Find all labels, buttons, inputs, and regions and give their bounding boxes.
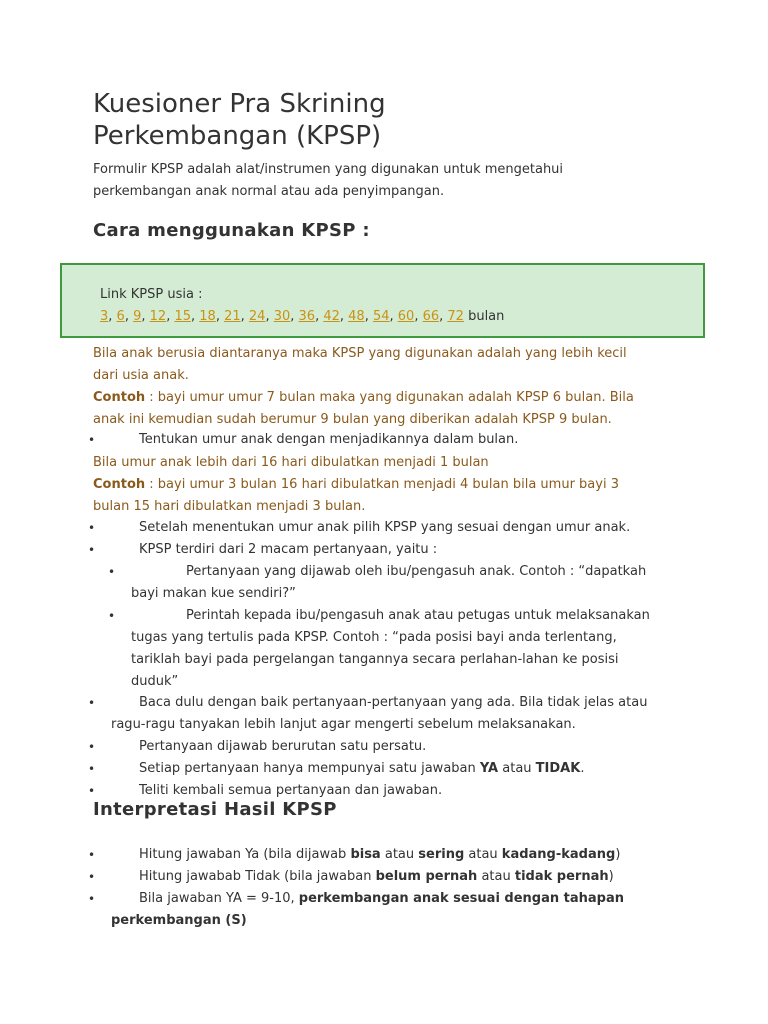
- age-link-12[interactable]: 12: [149, 309, 167, 324]
- age-link-separator: ,: [240, 309, 249, 324]
- age-link-54[interactable]: 54: [372, 309, 390, 324]
- age-link-separator: ,: [141, 309, 150, 324]
- intro-line: perkembangan anak normal atau ada penyimpangan.: [93, 184, 445, 199]
- age-link-9[interactable]: 9: [133, 309, 142, 324]
- bullet-icon: •: [88, 762, 96, 776]
- sub-bullet-2-line: tugas yang tertulis pada KPSP. Contoh : “pada posisi bayi anda terlentang,: [131, 630, 617, 645]
- age-link-21[interactable]: 21: [224, 309, 241, 324]
- bullet-6-text: [139, 758, 584, 780]
- age-link-30[interactable]: 30: [273, 309, 291, 324]
- age-link-48[interactable]: 48: [348, 309, 365, 324]
- interp-2-post: ): [608, 869, 614, 884]
- sub-bullet-1-line1: Pertanyaan yang dijawab oleh ibu/pengasuh anak. Contoh : “dapatkah: [186, 564, 647, 579]
- age-link-60[interactable]: 60: [397, 309, 415, 324]
- sub-bullet-2-line1: Perintah kepada ibu/pengasuh anak atau petugas untuk melaksanakan: [186, 608, 650, 623]
- interp-3-line2: [111, 910, 247, 932]
- answer-ya: YA: [479, 761, 499, 776]
- bullet-icon: •: [88, 784, 96, 798]
- age-link-separator: ,: [215, 309, 225, 324]
- interp-1-sering: sering: [418, 847, 465, 862]
- sub-bullet-2-rest: [131, 627, 619, 693]
- example-text: : bayi umur 3 bulan 16 hari dibulatkan menjadi 4 bulan bila umur bayi 3: [145, 477, 619, 492]
- rounding-rule: Bila umur anak lebih dari 16 hari dibulatkan menjadi 1 bulan: [93, 455, 489, 470]
- age-link-separator: ,: [108, 309, 117, 324]
- age-links: [100, 306, 504, 328]
- interp-1-pre: Hitung jawaban Ya (bila dijawab: [139, 847, 351, 862]
- age-suffix: bulan: [468, 309, 505, 324]
- section-heading-interpretation: Interpretasi Hasil KPSP: [93, 799, 337, 820]
- intro-line: Formulir KPSP adalah alat/instrumen yang digunakan untuk mengetahui: [93, 162, 564, 177]
- age-link-separator: ,: [290, 309, 299, 324]
- age-link-66[interactable]: 66: [422, 309, 440, 324]
- bullet-icon: •: [88, 740, 96, 754]
- rule-paragraph: [93, 343, 627, 387]
- answer-tidak: TIDAK: [535, 761, 581, 776]
- age-link-18[interactable]: 18: [199, 309, 216, 324]
- bullet-icon: •: [88, 848, 96, 862]
- bullet-7-text: Teliti kembali semua pertanyaan dan jawaban.: [139, 783, 443, 798]
- interp-1-m1: atau: [380, 847, 419, 862]
- bullet-icon: •: [88, 521, 96, 535]
- example-text: : bayi umur umur 7 bulan maka yang digunakan adalah KPSP 6 bulan. Bila: [145, 390, 634, 405]
- bullet-icon: •: [88, 433, 96, 447]
- interp-2-tidak: tidak pernah: [514, 869, 609, 884]
- age-link-separator: ,: [166, 309, 175, 324]
- example-2: [93, 474, 619, 518]
- interp-1-text: [139, 844, 620, 866]
- example-1: [93, 387, 634, 431]
- age-link-separator: ,: [265, 309, 274, 324]
- example-text: bulan 15 hari dibulatkan menjadi 3 bulan.: [93, 499, 366, 514]
- page-title-line1: Kuesioner Pra Skrining: [93, 89, 386, 119]
- rule-line: dari usia anak.: [93, 368, 189, 383]
- sub-bullet-2-line: tariklah bayi pada pergelangan tangannya secara perlahan-lahan ke posisi: [131, 652, 619, 667]
- interp-2-text: [139, 866, 614, 888]
- bullet-icon: •: [88, 696, 96, 710]
- age-link-6[interactable]: 6: [116, 309, 125, 324]
- example-label: Contoh: [93, 390, 146, 405]
- interp-2-m1: atau: [477, 869, 515, 884]
- age-link-72[interactable]: 72: [447, 309, 464, 324]
- section-heading-usage: Cara menggunakan KPSP :: [93, 220, 370, 241]
- bullet-icon: •: [88, 870, 96, 884]
- rule-line: Bila anak berusia diantaranya maka KPSP yang digunakan adalah yang lebih kecil: [93, 346, 627, 361]
- age-link-separator: ,: [439, 309, 448, 324]
- page-title-line2: Perkembangan (KPSP): [93, 121, 382, 151]
- age-link-separator: ,: [364, 309, 373, 324]
- bullet-2-text: Setelah menentukan umur anak pilih KPSP yang sesuai dengan umur anak.: [139, 520, 631, 535]
- intro-paragraph: [93, 159, 563, 203]
- age-link-15[interactable]: 15: [174, 309, 191, 324]
- age-link-separator: ,: [191, 309, 200, 324]
- example-label: Contoh: [93, 477, 146, 492]
- link-box-label: Link KPSP usia :: [100, 287, 203, 302]
- interp-1-post: ): [615, 847, 621, 862]
- age-link-separator: ,: [124, 309, 134, 324]
- age-link-separator: ,: [339, 309, 349, 324]
- interp-2-belum: belum pernah: [375, 869, 478, 884]
- interp-1-m2: atau: [464, 847, 502, 862]
- age-link-36[interactable]: 36: [298, 309, 316, 324]
- interp-3-bold1: perkembangan anak sesuai dengan tahapan: [298, 891, 625, 906]
- bullet-4-line1: Baca dulu dengan baik pertanyaan-pertanyaan yang ada. Bila tidak jelas atau: [139, 695, 648, 710]
- sub-bullet-1-line2: bayi makan kue sendiri?”: [131, 586, 296, 601]
- bullet-3-text: KPSP terdiri dari 2 macam pertanyaan, yaitu :: [139, 542, 438, 557]
- bullet-6-mid: atau: [498, 761, 536, 776]
- age-link-42[interactable]: 42: [323, 309, 340, 324]
- interp-1-bisa: bisa: [350, 847, 381, 862]
- bullet-6-post: .: [580, 761, 585, 776]
- interp-3-pre: Bila jawaban YA = 9-10,: [139, 891, 299, 906]
- age-link-3[interactable]: 3: [100, 309, 109, 324]
- link-box: [60, 263, 705, 338]
- bullet-5-text: Pertanyaan dijawab berurutan satu persatu.: [139, 739, 427, 754]
- bullet-4-line2: ragu-ragu tanyakan lebih lanjut agar mengerti sebelum melaksanakan.: [111, 717, 576, 732]
- interp-3-line1: [139, 888, 624, 910]
- bullet-icon: •: [88, 543, 96, 557]
- bullet-icon: •: [108, 609, 116, 623]
- bullet-1-text: Tentukan umur anak dengan menjadikannya dalam bulan.: [139, 432, 519, 447]
- age-link-separator: ,: [315, 309, 324, 324]
- bullet-icon: •: [108, 565, 116, 579]
- interp-2-pre: Hitung jawabab Tidak (bila jawaban: [139, 869, 376, 884]
- age-link-separator: ,: [414, 309, 423, 324]
- bullet-6-pre: Setiap pertanyaan hanya mempunyai satu jawaban: [139, 761, 480, 776]
- interp-1-kadang: kadang-kadang: [501, 847, 616, 862]
- age-link-24[interactable]: 24: [248, 309, 266, 324]
- bullet-icon: •: [88, 892, 96, 906]
- age-link-separator: ,: [389, 309, 398, 324]
- interp-3-bold2: perkembangan (S): [111, 913, 247, 928]
- page-title: [93, 88, 386, 152]
- sub-bullet-2-line: duduk”: [131, 674, 179, 689]
- example-text: anak ini kemudian sudah berumur 9 bulan yang diberikan adalah KPSP 9 bulan.: [93, 412, 612, 427]
